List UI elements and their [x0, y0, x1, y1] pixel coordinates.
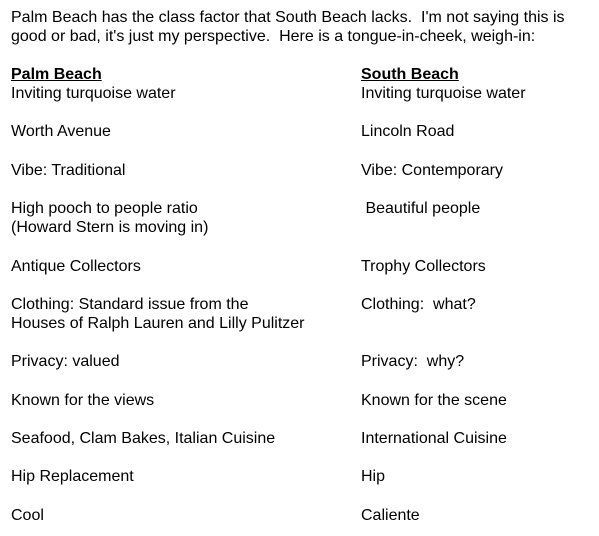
intro-line-2: good or bad, it's just my perspective. Here is a tongue-in-cheek, weigh-in:: [11, 28, 536, 45]
south-beach-header: South Beach: [361, 66, 459, 83]
intro-line-1: Palm Beach has the class factor that South Beach lacks. I'm not saying this is: [11, 9, 565, 26]
south-beach-item: Privacy: why?: [361, 353, 465, 370]
palm-beach-header: Palm Beach: [11, 66, 102, 83]
palm-beach-column: [11, 65, 351, 524]
palm-beach-item: Vibe: Traditional: [11, 162, 126, 179]
south-beach-item: Lincoln Road: [361, 123, 455, 140]
south-beach-item: Known for the scene: [361, 392, 507, 409]
palm-beach-item: Worth Avenue: [11, 123, 111, 140]
intro-paragraph: [11, 8, 596, 46]
palm-beach-item: Known for the views: [11, 392, 155, 409]
palm-beach-item: Privacy: valued: [11, 353, 120, 370]
south-beach-item: Trophy Collectors: [361, 258, 486, 275]
palm-beach-item: High pooch to people ratio (Howard Stern is moving in): [11, 200, 209, 236]
south-beach-item: Vibe: Contemporary: [361, 162, 503, 179]
palm-beach-item: Cool: [11, 507, 44, 524]
south-beach-item: Hip: [361, 468, 386, 485]
palm-beach-item: Clothing: Standard issue from the Houses of Ralph Lauren and Lilly Pulitzer: [11, 296, 305, 332]
south-beach-column: [361, 65, 591, 524]
palm-beach-item: Seafood, Clam Bakes, Italian Cuisine: [11, 430, 276, 447]
south-beach-item: Caliente: [361, 507, 420, 524]
palm-beach-item: Antique Collectors: [11, 258, 141, 275]
palm-beach-item: Hip Replacement: [11, 468, 134, 485]
south-beach-item: Beautiful people: [361, 200, 481, 217]
south-beach-item: Clothing: what?: [361, 296, 476, 313]
south-beach-item: International Cuisine: [361, 430, 507, 447]
palm-beach-item: Inviting turquoise water: [11, 85, 176, 102]
south-beach-item: Inviting turquoise water: [361, 85, 526, 102]
